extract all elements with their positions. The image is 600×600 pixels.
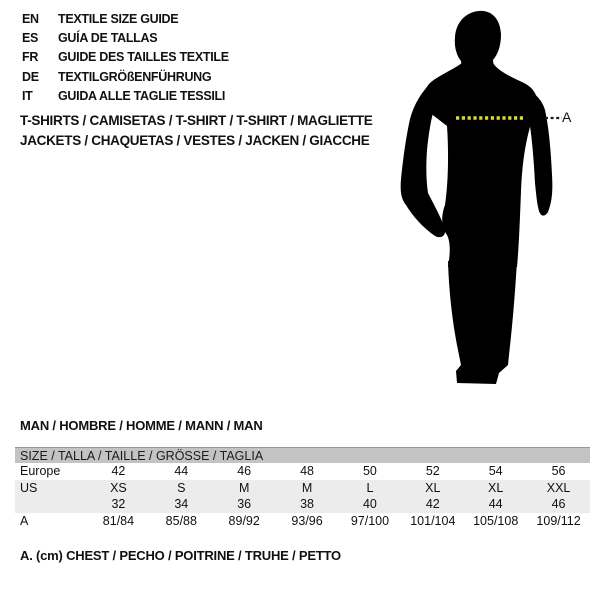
language-title: GUÍA DE TALLAS bbox=[58, 31, 158, 46]
size-cell: 38 bbox=[300, 497, 315, 512]
size-cell: 32 bbox=[111, 497, 126, 512]
size-cell: 50 bbox=[362, 464, 377, 479]
language-row bbox=[22, 9, 229, 28]
category-line-tshirts: T-SHIRTS / CAMISETAS / T-SHIRT / T-SHIRT / MAGLIETTE bbox=[20, 113, 373, 128]
category-line-jackets: JACKETS / CHAQUETAS / VESTES / JACKEN / GIACCHE bbox=[20, 132, 370, 148]
size-cell: 46 bbox=[237, 464, 252, 479]
size-cell: XL bbox=[425, 480, 441, 495]
size-cell: 85/88 bbox=[165, 513, 197, 528]
size-cell: 97/100 bbox=[350, 513, 390, 528]
size-cell: 81/84 bbox=[102, 513, 135, 528]
language-row bbox=[22, 28, 229, 47]
table-row-chest-a bbox=[15, 513, 590, 530]
language-code: ES bbox=[22, 31, 39, 46]
size-table bbox=[15, 447, 590, 529]
language-code: FR bbox=[22, 50, 39, 65]
language-title: TEXTILE SIZE GUIDE bbox=[58, 11, 179, 26]
size-cell: 42 bbox=[425, 497, 440, 512]
size-cell: 44 bbox=[488, 497, 503, 512]
man-silhouette-svg bbox=[395, 5, 600, 400]
language-code: DE bbox=[22, 69, 39, 84]
size-cell: XXL bbox=[546, 480, 571, 495]
measure-footnote: A. (cm) CHEST / PECHO / POITRINE / TRUHE / PETTO bbox=[20, 548, 341, 563]
size-cell: 56 bbox=[551, 464, 566, 479]
language-code: EN bbox=[22, 11, 39, 26]
language-list bbox=[22, 9, 229, 106]
size-cell: 34 bbox=[174, 497, 189, 512]
language-code: IT bbox=[22, 89, 33, 104]
size-cell: 40 bbox=[362, 497, 377, 512]
category-titles bbox=[20, 111, 372, 150]
size-cell: 46 bbox=[551, 497, 566, 512]
man-silhouette-figure bbox=[395, 5, 600, 400]
size-cell: 54 bbox=[488, 464, 503, 479]
size-cell: 36 bbox=[237, 497, 252, 512]
row-label: US bbox=[20, 480, 38, 495]
size-cell: M bbox=[238, 480, 250, 495]
silhouette-legs bbox=[448, 261, 517, 384]
silhouette-head bbox=[455, 11, 501, 69]
language-row bbox=[22, 67, 229, 86]
size-cell: 44 bbox=[174, 464, 189, 479]
size-cell: XL bbox=[488, 480, 504, 495]
language-title: GUIDE DES TAILLES TEXTILE bbox=[58, 50, 229, 65]
language-row bbox=[22, 87, 229, 106]
table-row-us-numeric bbox=[15, 496, 590, 513]
row-label: A bbox=[20, 513, 29, 528]
language-title: GUIDA ALLE TAGLIE TESSILI bbox=[58, 89, 226, 104]
size-cell: 42 bbox=[111, 464, 126, 479]
size-cell: 93/96 bbox=[291, 513, 323, 528]
size-table-header: SIZE / TALLA / TAILLE / GRÖSSE / TAGLIA bbox=[15, 447, 590, 463]
size-cell: M bbox=[301, 480, 313, 495]
size-cell: 48 bbox=[300, 464, 315, 479]
row-label: Europe bbox=[20, 464, 61, 479]
size-cell: 109/112 bbox=[536, 513, 581, 528]
size-cell: 101/104 bbox=[410, 513, 456, 528]
size-cell: 89/92 bbox=[228, 513, 260, 528]
section-title-man: MAN / HOMBRE / HOMME / MANN / MAN bbox=[20, 418, 263, 433]
size-cell: 52 bbox=[425, 464, 440, 479]
size-cell: S bbox=[177, 480, 186, 495]
size-cell: 105/108 bbox=[473, 513, 519, 528]
size-cell: L bbox=[366, 480, 374, 495]
size-cell: XS bbox=[110, 480, 127, 495]
language-row bbox=[22, 48, 229, 67]
table-row-europe bbox=[15, 463, 590, 480]
measure-label-a: A bbox=[562, 109, 572, 125]
table-row-us bbox=[15, 480, 590, 497]
language-title: TEXTILGRÖßENFÜHRUNG bbox=[58, 69, 212, 84]
